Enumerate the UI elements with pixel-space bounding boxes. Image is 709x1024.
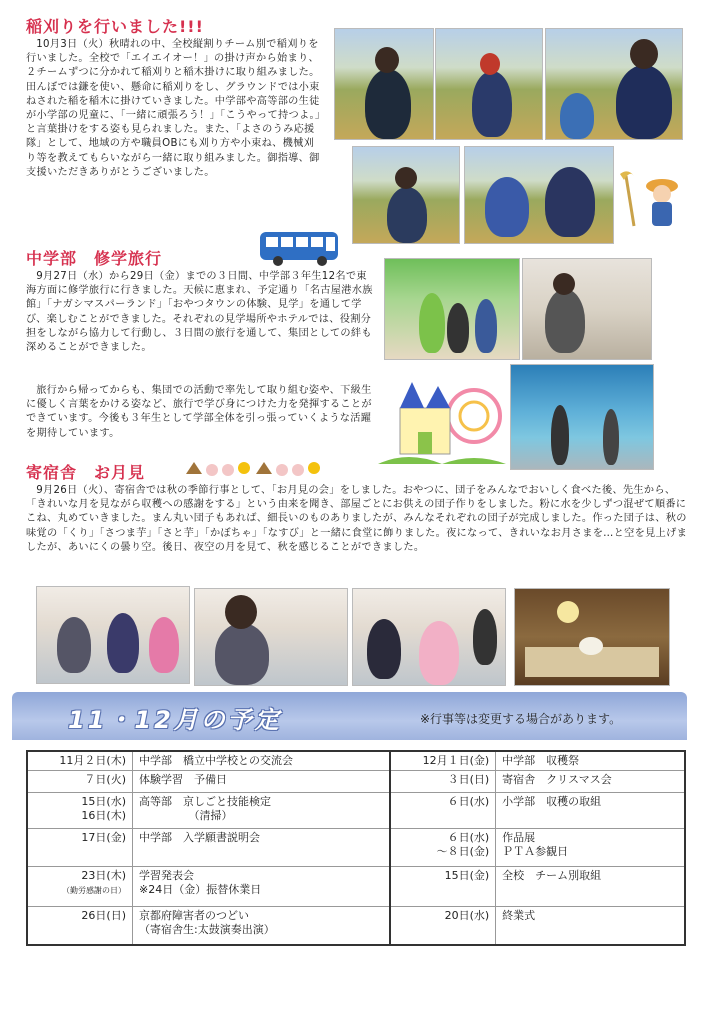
moon-photo-4 [514, 588, 670, 686]
moon-body: 9月26日（火）、寄宿舎では秋の季節行事として、「お月見の会」をしました。おやつに、団子をみんなでおいしく食べた後、先生から、「きれいな月を見ながら収穫への感謝をする」という由来を聞き、部屋ごとにお供えの団子作りをしました。粉に水を少しずつ混ぜて順番にこね、丸めていきました。まん丸い団子もあれば、細長いのものありましたが、みんなそれぞれの団子が完成しました。作った団子は、秋の味覚の「くり」「さつま芋」「さと芋」「かぼちゃ」「なすび」と一緒に食堂に飾りました。夜になって、きれいなお月さまを…と空を見上げましたが、あいにくの曇り空。後日、夜空の月を見て、秋を感じることができました。 [26, 485, 688, 553]
schedule-left-date: ７日(火) [27, 771, 133, 793]
schedule-right-date: 12月１日(金) [390, 751, 496, 771]
harvest-photo-1 [334, 28, 434, 140]
schedule-right-event: 中学部 収穫祭 [496, 751, 685, 771]
trip-photo-3 [510, 364, 654, 470]
schedule-left-date: 11月２日(木) [27, 751, 133, 771]
moon-photo-1 [36, 586, 190, 684]
schedule-left-event: 高等部 京しごと技能検定 （清掃） [133, 793, 391, 829]
schedule-right-date: ６日(水) [390, 793, 496, 829]
trip-body-1: 9月27日（水）から29日（金）までの３日間、中学部３年生12名で東海方面に修学旅行に行きました。天候に恵まれ、予定通り「名古屋港水族館」「ナガシマスパーランド」「おやつタウンの体験、見学」を通して学び、楽しむことができました。それぞれの見学場所やホテルでは、役割分担をしながら協力して行動し、３日間の旅行を通して、集団としての絆も深めることができました。 [26, 271, 373, 354]
harvest-title: 稲刈りを行いました!!! [26, 17, 204, 36]
trip-body-2: 旅行から帰ってからも、集団での活動で率先して取り組む姿や、下級生に優しく言葉をかける姿など、旅行で学び身につけた力を発揮することができています。今後も３年生として学部全体を引っ張っていくような活躍を期待しています。 [26, 385, 372, 439]
castle-illustration [378, 368, 506, 468]
schedule-right-date: 15日(金) [390, 867, 496, 907]
trip-photo-2 [522, 258, 652, 360]
moon-photo-3 [352, 588, 506, 686]
harvest-photo-3 [545, 28, 683, 140]
bus-icon [258, 228, 342, 268]
schedule-row [27, 867, 685, 907]
schedule-row [27, 751, 685, 771]
moon-title: 寄宿舎 お月見 [26, 463, 146, 482]
schedule-table [26, 750, 686, 946]
schedule-left-date: 26日(日) [27, 907, 133, 945]
schedule-right-date: ６日(水) ～８日(金) [390, 829, 496, 867]
schedule-row [27, 793, 685, 829]
schedule-row [27, 771, 685, 793]
schedule-left-date: 15日(水) 16日(木) [27, 793, 133, 829]
schedule-left-event: 体験学習 予備日 [133, 771, 391, 793]
schedule-row [27, 907, 685, 945]
schedule-right-date: ３日(日) [390, 771, 496, 793]
trip-title: 中学部 修学旅行 [26, 249, 163, 268]
schedule-left-event: 京都府障害者のつどい （寄宿舎生:太鼓演奏出演） [133, 907, 391, 945]
schedule-right-event: 作品展 ＰＴＡ参観日 [496, 829, 685, 867]
schedule-row [27, 829, 685, 867]
schedule-title: 11・12月の予定 [68, 706, 282, 734]
harvest-photo-5 [464, 146, 614, 244]
schedule-right-event: 寄宿舎 クリスマス会 [496, 771, 685, 793]
schedule-left-date: 23日(木) （勤労感謝の日） [27, 867, 133, 907]
moon-photo-2 [194, 588, 348, 686]
trip-photo-1 [384, 258, 520, 360]
harvest-body: 10月3日（火）秋晴れの中、全校縦割りチーム別で稲刈りを行いました。全校で「エイエイオー！」の掛け声から始まり、２チームずつに分かれて稲刈りと稲木掛けに取り組みました。田んぼでは鎌を使い、懸命に稲刈りをし、グラウンドでは小束ねされた稲を稲木に掛けていきました。中学部や高等部の生徒が小学部の児童に、「一緒に頑張ろう！」「こうやって持つよ。」と言葉掛けをする姿も見られました。また、「よさのうみ応援隊」として、地域の方や職員OBにも刈り方や小束ね、機械刈り等を教えてもらいながら一緒に取り組みました。御指導、御支援いただきありがとうございました。 [26, 39, 321, 178]
moon-decoration-icons [184, 458, 324, 478]
schedule-right-event: 全校 チーム別取組 [496, 867, 685, 907]
schedule-note: ※行事等は変更する場合があります。 [420, 712, 622, 726]
schedule-left-event: 中学部 橋立中学校との交流会 [133, 751, 391, 771]
schedule-date-note: （勤労感謝の日） [62, 886, 126, 895]
farmer-illustration [616, 166, 688, 236]
harvest-photo-2 [435, 28, 543, 140]
schedule-left-date: 17日(金) [27, 829, 133, 867]
schedule-left-event: 学習発表会 ※24日（金）振替休業日 [133, 867, 391, 907]
harvest-photo-4 [352, 146, 460, 244]
schedule-left-event: 中学部 入学願書説明会 [133, 829, 391, 867]
schedule-right-date: 20日(水) [390, 907, 496, 945]
schedule-right-event: 終業式 [496, 907, 685, 945]
schedule-right-event: 小学部 収穫の取組 [496, 793, 685, 829]
